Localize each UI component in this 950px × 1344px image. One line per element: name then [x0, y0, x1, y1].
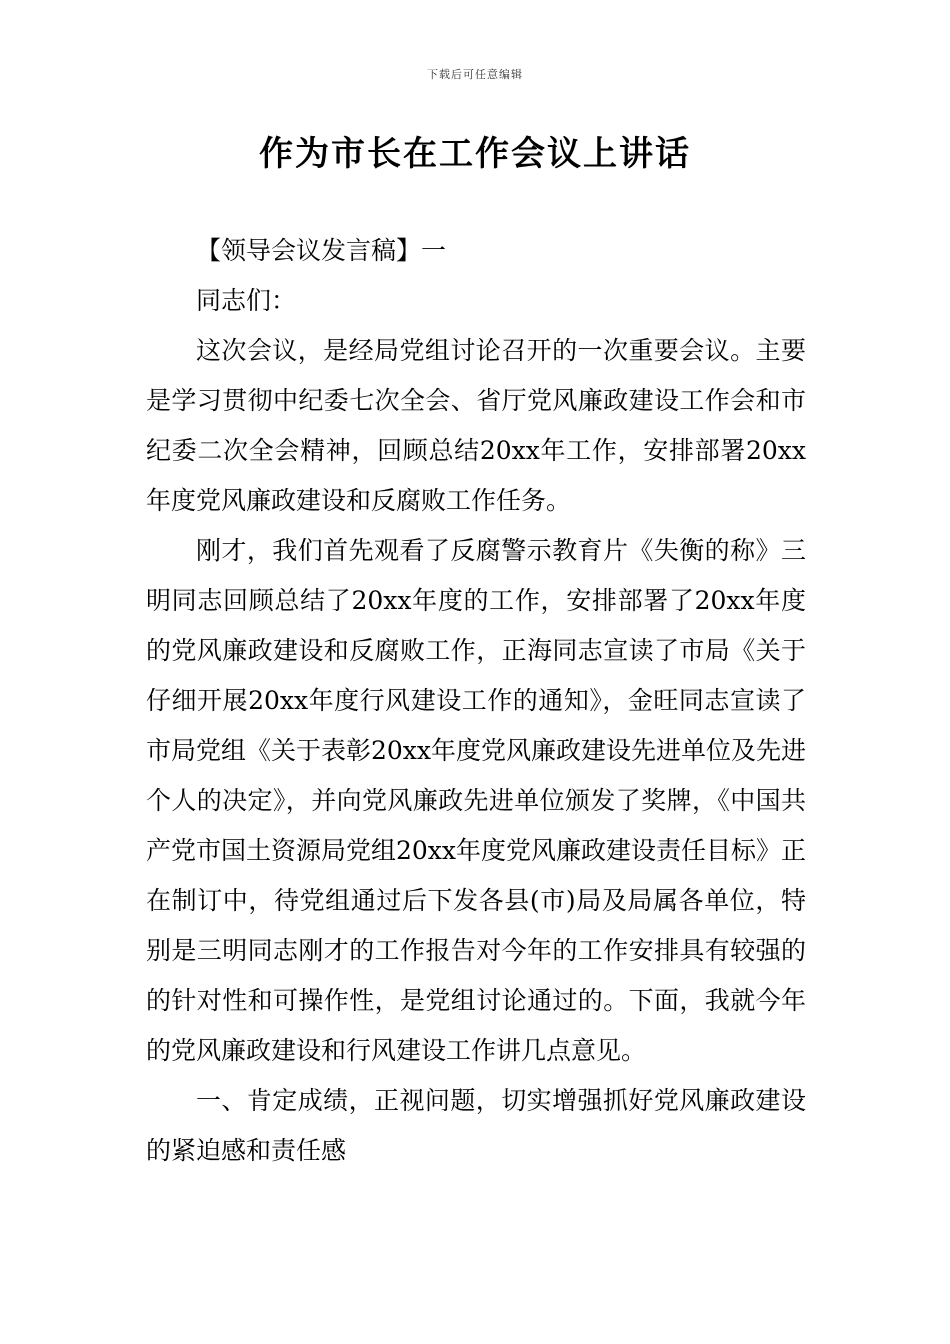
paragraph-salutation: 同志们： — [196, 286, 297, 315]
paragraph-section-one: 一、肯定成绩，正视问题，切实增强抓好党风廉政建设的紧迫感和责任感 — [146, 1086, 806, 1165]
paragraph-review: 刚才，我们首先观看了反腐警示教育片《失衡的称》三明同志回顾总结了20xx年度的工作，安排部署了20xx年度的党风廉政建设和反腐败工作，正海同志宣读了市局《关于仔细开展20xx年度行风建设工作的通知》，金旺同志宣读了市局党组《关于表彰20xx年度党风廉政建设先进单位及先进个人的决定》，并向党风廉政先进单位颁发了奖牌，《中国共产党市国土资源局党组20xx年度党风廉政建设责任目标》正在制订中，待党组通过后下发各县(市)局及局属各单位，特别是三明同志刚才的工作报告对今年的工作安排具有较强的的针对性和可操作性，是党组讨论通过的。下面，我就今年的党风廉政建设和行风建设工作讲几点意见。 — [146, 536, 807, 1065]
paragraph-intro: 这次会议，是经局党组讨论召开的一次重要会议。主要是学习贯彻中纪委七次全会、省厅党风廉政建设工作会和市纪委二次全会精神，回顾总结20xx年工作，安排部署20xx年度党风廉政建设和反腐败工作任务。 — [146, 336, 806, 515]
document-body — [146, 226, 806, 1176]
document-title: 作为市长在工作会议上讲话 — [259, 134, 691, 174]
paragraph-category: 【领导会议发言稿】一 — [196, 236, 447, 265]
header-note: 下载后可任意编辑 — [427, 68, 523, 81]
